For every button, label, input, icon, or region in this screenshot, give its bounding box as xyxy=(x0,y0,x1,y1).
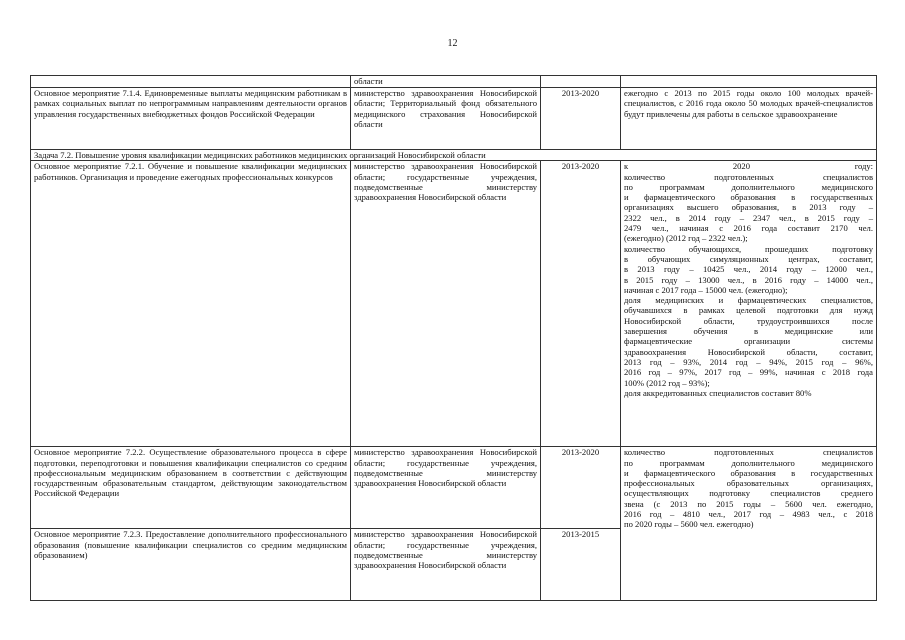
result-line: обучавшихся в рамках целевой подготовки для нужд xyxy=(624,305,873,316)
cell-years: 2013-2020 xyxy=(541,88,621,150)
task-row xyxy=(31,150,877,161)
result-line: количество обучающихся, прошедших подготовку xyxy=(624,243,873,254)
result-line: 2013 год – 93%, 2014 год – 94%, 2015 год – 96%, xyxy=(624,356,873,367)
cell-measure: Основное мероприятие 7.2.1. Обучение и повышение квалификации медицинских работников. Организация и проведение ежегодных профессиональных конкурсов xyxy=(31,161,351,447)
result-line: по программам дополнительного медицинского xyxy=(624,457,873,468)
cell-executor: области xyxy=(351,76,541,88)
result-line: организациях высшего образования, в 2013 году – xyxy=(624,202,873,213)
result-line: 2479 чел., начиная с 2016 года составит 2170 чел. xyxy=(624,223,873,234)
result-line: в 2013 году – 10425 чел., 2014 году – 12000 чел., xyxy=(624,264,873,275)
result-line: профессиональных образовательных организациях, xyxy=(624,478,873,489)
result-line: по 2020 годы – 5600 чел. ежегодно) xyxy=(624,519,754,530)
result-line: фармацевтические организации системы xyxy=(624,336,873,347)
cell-measure: Основное мероприятие 7.2.2. Осуществление образовательного процесса в сфере подготовки, переподготовки и повышения квалификации специалистов со средним профессиональным медицинским образованием в соответствии с действующим государственным образовательным стандартом, действующим законодательством Российской Федерации xyxy=(31,447,351,529)
result-line: звена (с 2013 по 2015 годы – 5600 чел. ежегодно, xyxy=(624,498,873,509)
cell-years: 2013-2015 xyxy=(541,529,621,601)
cell-years: 2013-2020 xyxy=(541,161,621,447)
result-line: здравоохранения Новосибирской области, составит, xyxy=(624,346,873,357)
result-line: и фармацевтического образования в государственных xyxy=(624,467,873,478)
cell-years xyxy=(541,76,621,88)
page-number: 12 xyxy=(447,38,458,49)
cell-years: 2013-2020 xyxy=(541,447,621,529)
result-line: количество подготовленных специалистов xyxy=(624,447,873,458)
result-line: доля аккредитованных специалистов составит 80% xyxy=(624,387,812,398)
result-line: Новосибирской области, трудоустроившихся после xyxy=(624,315,873,326)
result-line: по программам дополнительного медицинского xyxy=(624,181,873,192)
table-row xyxy=(31,76,877,88)
result-line: к 2020 году: xyxy=(624,161,873,172)
table-row xyxy=(31,161,877,447)
result-line: 2016 год – 4810 чел., 2017 год – 4983 чел., с 2018 xyxy=(624,509,873,520)
result-line: (ежегодно) (2012 год – 2322 чел.); xyxy=(624,233,748,244)
cell-measure xyxy=(31,76,351,88)
result-line: 2322 чел., в 2014 году – 2347 чел., в 2015 году – xyxy=(624,212,873,223)
result-line: 100% (2012 год – 93%); xyxy=(624,377,710,388)
result-line: осуществляющих подготовку специалистов среднего xyxy=(624,488,873,499)
cell-result xyxy=(621,447,877,601)
result-line: в обучающих симуляционных центрах, составит, xyxy=(624,253,873,264)
cell-executor: министерство здравоохранения Новосибирской области; государственные учреждения, подведомственные министерству здравоохранения Новосибирской области xyxy=(351,161,541,447)
task-heading: Задача 7.2. Повышение уровня квалификации медицинских работников медицинских организаций Новосибирской области xyxy=(31,150,877,161)
result-line: в 2015 году – 13000 чел., в 2016 году – 14000 чел., xyxy=(624,274,873,285)
table-row xyxy=(31,447,877,529)
cell-measure: Основное мероприятие 7.1.4. Единовременные выплаты медицинским работникам в рамках социальных выплат по непрограммным направлениям деятельности органов управления государственных внебюджетных фондов Российской Федерации xyxy=(31,88,351,150)
table-row xyxy=(31,88,877,150)
result-line: 2016 год – 97%, 2017 год – 99%, начиная с 2018 года xyxy=(624,367,873,378)
cell-result xyxy=(621,161,877,447)
cell-executor: министерство здравоохранения Новосибирской области; государственные учреждения, подведомственные министерству здравоохранения Новосибирской области xyxy=(351,447,541,529)
result-line: начиная с 2017 года – 15000 чел. (ежегодно); xyxy=(624,284,788,295)
result-line: доля медицинских и фармацевтических специалистов, xyxy=(624,295,873,306)
cell-executor: министерство здравоохранения Новосибирской области; Территориальный фонд обязательного медицинского страхования Новосибирской области xyxy=(351,88,541,150)
result-line: и фармацевтического образования в государственных xyxy=(624,192,873,203)
result-line: количество подготовленных специалистов xyxy=(624,171,873,182)
result-line: завершения обучения в медицинские или xyxy=(624,326,873,337)
cell-result: ежегодно с 2013 по 2015 годы около 100 молодых врачей-специалистов, с 2016 года около 50 молодых врачей-специалистов будут привлечены для работы в сельское здравоохранение xyxy=(621,88,877,150)
cell-measure: Основное мероприятие 7.2.3. Предоставление дополнительного профессионального образования (повышение квалификации специалистов со средним медицинским образованием) xyxy=(31,529,351,601)
cell-executor: министерство здравоохранения Новосибирской области; государственные учреждения, подведомственные министерству здравоохранения Новосибирской области xyxy=(351,529,541,601)
cell-result xyxy=(621,76,877,88)
program-measures-table xyxy=(30,75,877,601)
